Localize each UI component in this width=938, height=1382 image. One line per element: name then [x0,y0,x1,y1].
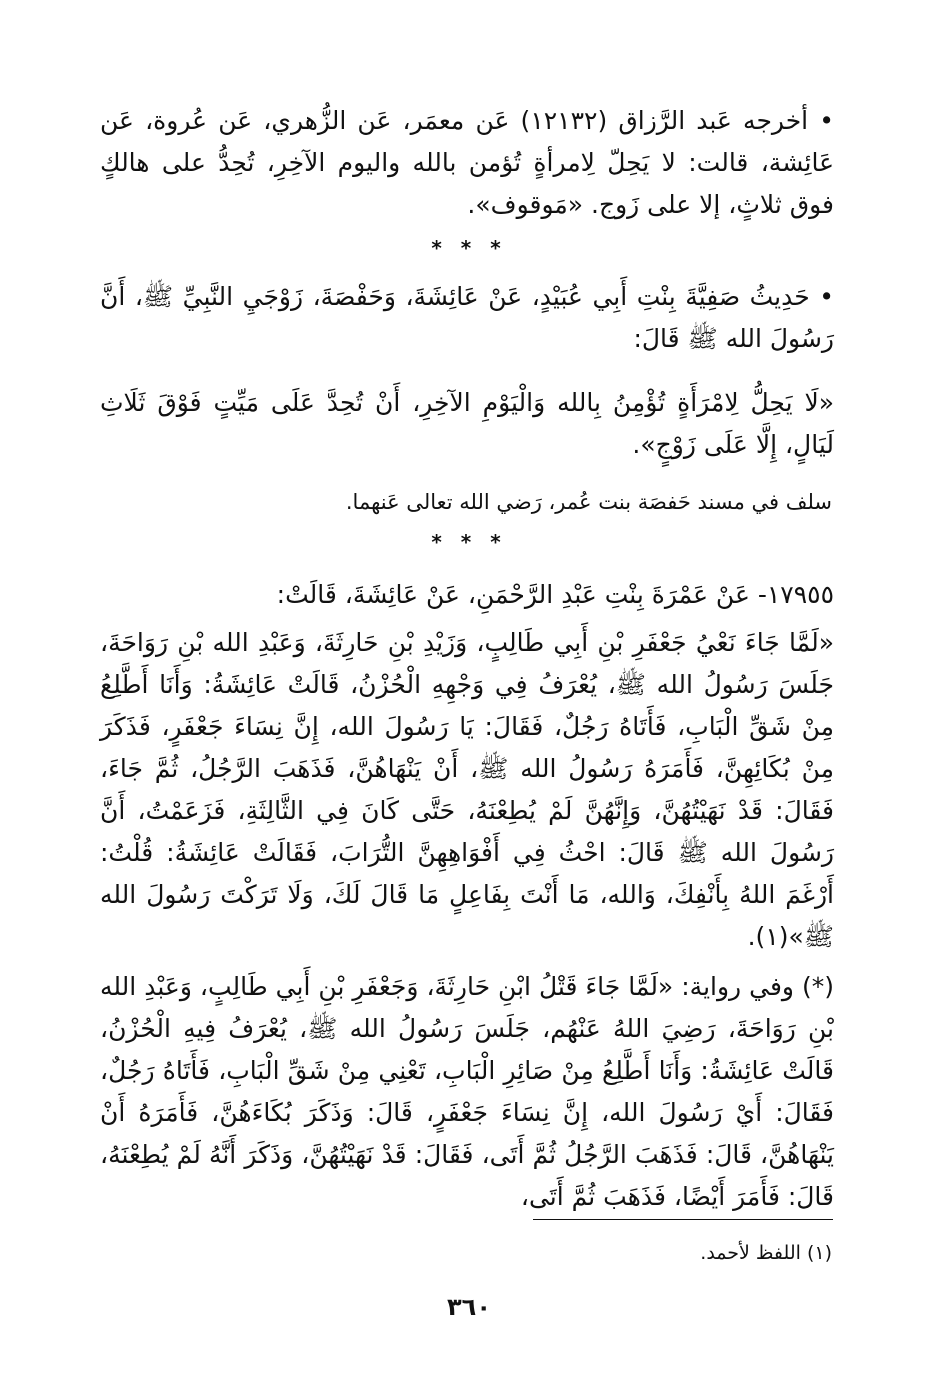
footnote-divider [533,1219,833,1220]
cross-reference-note: سلف في مسند حَفصَة بنت عُمر، رَضي الله تعالى عَنهما. [345,490,832,514]
paragraph-safiyya-hadith: • حَدِيثُ صَفِيَّةَ بِنْتِ أَبِي عُبَيْدٍ، عَنْ عَائِشَةَ، وَحَفْصَةَ، زَوْجَيِ النَّبِيِّ ﷺ، أَنَّ رَسُولَ الله ﷺ قَالَ: [100,282,834,353]
section-separator-2: * * * [431,530,507,554]
hadith-text-jafar: «لَمَّا جَاءَ نَعْيُ جَعْفَرِ بْنِ أَبِي طَالِبٍ، وَزَيْدِ بْنِ حَارِثَةَ، وَعَبْدِ الله بْنِ رَوَاحَةَ، جَلَسَ رَسُولُ الله ﷺ، يُعْرَفُ فِي وَجْهِهِ الْحُزْنُ، قَالَتْ عَائِشَةُ: وَأَنَا أَطَّلِعُ مِنْ شَقِّ الْبَابِ، فَأَتَاهُ رَجُلٌ، فَقَالَ: يَا رَسُولَ الله، إِنَّ نِسَاءَ جَعْفَرٍ، فَذَكَرَ مِنْ بُكَائِهِنَّ، فَأَمَرَهُ رَسُولُ الله ﷺ، أَنْ يَنْهَاهُنَّ، فَذَهَبَ الرَّجُلُ، ثُمَّ جَاءَ، فَقَالَ: قَدْ نَهَيْتُهُنَّ، وَإِنَّهُنَّ لَمْ يُطِعْنَهُ، حَتَّى كَانَ فِي الثَّالِثَةِ، فَزَعَمْتُ، أَنَّ رَسُولَ الله ﷺ قَالَ: احْثُ فِي أَفْوَاهِهِنَّ التُّرَابَ، فَقَالَتْ عَائِشَةُ: قُلْتُ: أَرْغَمَ اللهُ بِأَنْفِكَ، وَالله، مَا أَنْتَ بِفَاعِلٍ مَا قَالَ لَكَ، وَلَا تَرَكْتَ رَسُولَ الله ﷺ»(١). [100,628,834,951]
page-number: ٣٦٠ [447,1293,491,1321]
footnote: (١) اللفظ لأحمد. [700,1242,832,1264]
section-separator: * * * [431,236,507,260]
hadith-number-heading: ١٧٩٥٥- عَنْ عَمْرَةَ بِنْتِ عَبْدِ الرَّحْمَنِ، عَنْ عَائِشَةَ، قَالَتْ: [276,580,834,609]
paragraph-abdurrazzaq-mawquf: • أخرجه عَبد الرَّزاق (١٢١٣٢) عَن معمَر، عَن الزُّهري، عَن عُروة، عَن عَائِشة، قالت: لا يَحِلّ لِامرأةٍ تُؤمن بالله واليوم الآخِرِ، تُحِدُّ على هالكٍ فوق ثلاثٍ، إلا على زَوج. «مَوقوف». [100,106,834,219]
riwaya-variant-paragraph: (*) وفي رواية: «لَمَّا جَاءَ قَتْلُ ابْنِ حَارِثَةَ، وَجَعْفَرِ بْنِ أَبِي طَالِبٍ، وَعَبْدِ الله بْنِ رَوَاحَةَ، رَضِيَ اللهُ عَنْهُم، جَلَسَ رَسُولُ الله ﷺ، يُعْرَفُ فِيهِ الْحُزْنُ، قَالَتْ عَائِشَةُ: وَأَنَا أَطَّلِعُ مِنْ صَائِرِ الْبَابِ، تَعْنِي مِنْ شَقِّ الْبَابِ، فَأَتَاهُ رَجُلٌ، فَقَالَ: أَيْ رَسُولَ الله، إِنَّ نِسَاءَ جَعْفَرٍ، قَالَ: وَذَكَرَ بُكَاءَهُنَّ، فَأَمَرَهُ أَنْ يَنْهَاهُنَّ، قَالَ: فَذَهَبَ الرَّجُلُ ثُمَّ أَتَى، فَقَالَ: قَدْ نَهَيْتُهُنَّ، وَذَكَرَ أَنَّهُ لَمْ يُطِعْنَهُ، قَالَ: فَأَمَرَ أَيْضًا، فَذَهَبَ ثُمَّ أَتَى، [100,972,834,1211]
hadith-quote-ihdad: «لَا يَحِلُّ لِامْرَأَةٍ تُؤْمِنُ بِالله وَالْيَوْمِ الآخِرِ، أَنْ تُحِدَّ عَلَى مَيِّتٍ فَوْقَ ثَلَاثِ لَيَالٍ، إِلَّا عَلَى زَوْجٍ». [100,388,834,459]
